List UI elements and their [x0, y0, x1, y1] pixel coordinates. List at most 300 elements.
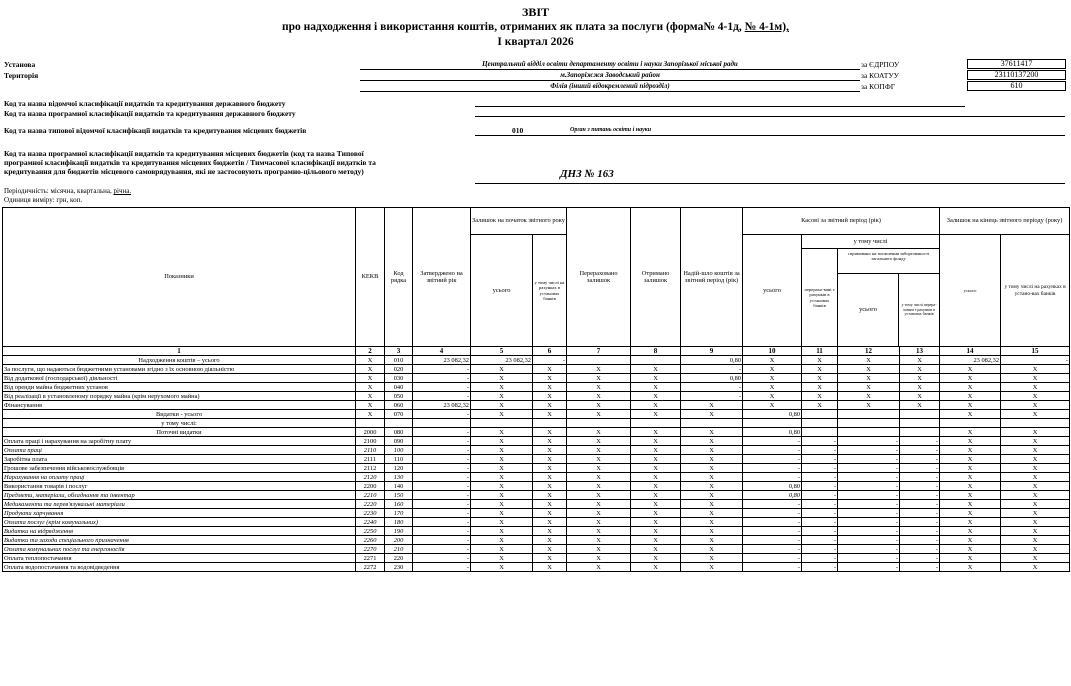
cell-kekv: 2260	[356, 536, 385, 545]
table-row	[3, 509, 1070, 518]
cell-c12: -	[838, 446, 900, 455]
cell-c5: X	[471, 365, 533, 374]
cell-c8: X	[631, 392, 681, 401]
cell-c13: X	[900, 356, 940, 365]
row-indicator: Фінансування	[3, 401, 356, 410]
cell-c11: -	[802, 482, 838, 491]
koatuu-code: 23110137200	[967, 70, 1066, 80]
cell-c14: X	[940, 401, 1001, 410]
cell-c14: X	[940, 554, 1001, 563]
cell-c11: -	[802, 491, 838, 500]
cell-c13: -	[900, 554, 940, 563]
cell-c10: X	[743, 383, 802, 392]
cell-c13	[900, 419, 940, 428]
periodicity-text: Періодичність: місячна, квартальна,	[4, 187, 114, 195]
cell-c12: -	[838, 473, 900, 482]
table-row	[3, 455, 1070, 464]
cell-c9: X	[681, 545, 743, 554]
row-indicator: Надходження коштів – усього	[3, 356, 356, 365]
cell-c11: -	[802, 446, 838, 455]
cell-c5: X	[471, 518, 533, 527]
cell-c8: X	[631, 455, 681, 464]
cell-code: 180	[385, 518, 413, 527]
report-subtitle	[0, 20, 1071, 35]
cell-code: 130	[385, 473, 413, 482]
column-number: 10	[743, 347, 802, 356]
cell-c6: X	[533, 491, 567, 500]
cell-c14: X	[940, 509, 1001, 518]
cell-c11: X	[802, 356, 838, 365]
column-number: 12	[838, 347, 900, 356]
cell-c15: X	[1001, 446, 1070, 455]
cell-c14: X	[940, 455, 1001, 464]
cell-kekv	[356, 419, 385, 428]
cell-c11: -	[802, 554, 838, 563]
cell-c15: X	[1001, 401, 1070, 410]
row-indicator: Видатки на відрядження	[3, 527, 356, 536]
cell-c6: X	[533, 509, 567, 518]
cell-c14: X	[940, 500, 1001, 509]
cell-c13	[900, 410, 940, 419]
header-debt-total: усього	[838, 274, 899, 346]
cell-c7: X	[567, 383, 631, 392]
report-title: ЗВІТ	[521, 5, 549, 19]
cell-c4: -	[413, 455, 471, 464]
cell-c13: X	[900, 401, 940, 410]
cell-c9: X	[681, 437, 743, 446]
cell-c5: X	[471, 410, 533, 419]
cell-c6: X	[533, 482, 567, 491]
cell-c11: X	[802, 401, 838, 410]
cell-kekv: X	[356, 392, 385, 401]
report-form-number: № 4-1м),	[744, 21, 789, 33]
cell-c15: -	[1001, 356, 1070, 365]
cell-code: 100	[385, 446, 413, 455]
header-approved: Затверджено на звітний рік	[413, 208, 471, 347]
cell-code: 070	[385, 410, 413, 419]
cell-c12: -	[838, 554, 900, 563]
cell-c7: X	[567, 500, 631, 509]
cell-c4: -	[413, 518, 471, 527]
cell-c6: X	[533, 527, 567, 536]
cell-c12: -	[838, 482, 900, 491]
cell-c6: X	[533, 437, 567, 446]
cell-c12: -	[838, 536, 900, 545]
cell-c4: -	[413, 365, 471, 374]
cell-c9: -	[681, 392, 743, 401]
cell-c6	[533, 419, 567, 428]
cell-c9: X	[681, 482, 743, 491]
row-indicator: Від реалізації в установленому порядку майна (крім нерухомого майна)	[3, 392, 356, 401]
cell-c14: X	[940, 365, 1001, 374]
table-row	[3, 545, 1070, 554]
row-indicator: Оплата водопостачання та водовідведення	[3, 563, 356, 572]
cell-c15: X	[1001, 509, 1070, 518]
cell-c12: -	[838, 563, 900, 572]
row-indicator: Видатки та заходи спеціального призначення	[3, 536, 356, 545]
cell-c9: X	[681, 518, 743, 527]
cell-kekv: X	[356, 410, 385, 419]
cell-c10: X	[743, 401, 802, 410]
cell-c9: 0,80	[681, 356, 743, 365]
column-number: 13	[900, 347, 940, 356]
cell-c10: -	[743, 554, 802, 563]
table-row	[3, 401, 1070, 410]
cell-c15: X	[1001, 554, 1070, 563]
cell-c15: X	[1001, 383, 1070, 392]
cell-c8: X	[631, 410, 681, 419]
cell-c4: -	[413, 509, 471, 518]
program-local-underline	[475, 183, 1065, 184]
cell-kekv: 2230	[356, 509, 385, 518]
cell-kekv: X	[356, 356, 385, 365]
cell-c11: -	[802, 455, 838, 464]
cell-c9: X	[681, 527, 743, 536]
cell-c11: -	[802, 563, 838, 572]
cell-c11: -	[802, 464, 838, 473]
territory-underline	[360, 80, 860, 81]
cell-c15: X	[1001, 536, 1070, 545]
cell-c14: X	[940, 482, 1001, 491]
cell-c11	[802, 428, 838, 437]
cell-c9: X	[681, 401, 743, 410]
cell-c9: -	[681, 383, 743, 392]
cell-c14: X	[940, 473, 1001, 482]
cell-c13: -	[900, 518, 940, 527]
cell-c10: 0,80	[743, 482, 802, 491]
branch-underline	[360, 91, 860, 92]
cell-c15: X	[1001, 491, 1070, 500]
koatuu-label: за КОАТУУ	[861, 71, 899, 80]
cell-c8: X	[631, 518, 681, 527]
column-number: 4	[413, 347, 471, 356]
cell-c7: X	[567, 518, 631, 527]
cell-c12: X	[838, 365, 900, 374]
table-row	[3, 491, 1070, 500]
cell-c7	[567, 356, 631, 365]
cell-c15: X	[1001, 527, 1070, 536]
column-number: 3	[385, 347, 413, 356]
cell-c8: X	[631, 545, 681, 554]
cell-kekv: 2111	[356, 455, 385, 464]
cell-c10: -	[743, 464, 802, 473]
cell-c5: 23 082,32	[471, 356, 533, 365]
cell-c13: -	[900, 473, 940, 482]
cell-c12: X	[838, 383, 900, 392]
cell-kekv: 2240	[356, 518, 385, 527]
cell-c4: -	[413, 473, 471, 482]
cell-c11: -	[802, 518, 838, 527]
header-debt-repay-label: спрямовано на погашення заборгованості загального фонду	[838, 249, 939, 274]
cell-c10: -	[743, 446, 802, 455]
cell-c7: X	[567, 455, 631, 464]
cell-kekv: 2000	[356, 428, 385, 437]
cell-c7: X	[567, 446, 631, 455]
cell-kekv: 2271	[356, 554, 385, 563]
program-local-label-2: програмної класифікації видатків та кредитування місцевих бюджетів / Тимчасової класифікації видатків та	[4, 158, 376, 167]
cell-c15: X	[1001, 428, 1070, 437]
cell-c9: -	[681, 365, 743, 374]
cell-c9: X	[681, 500, 743, 509]
cell-c5: X	[471, 428, 533, 437]
cell-kekv: 2272	[356, 563, 385, 572]
cell-c6: X	[533, 500, 567, 509]
cell-c5: X	[471, 563, 533, 572]
table-row	[3, 518, 1070, 527]
column-number: 1	[3, 347, 356, 356]
cell-c5: X	[471, 491, 533, 500]
cell-c12	[838, 419, 900, 428]
cell-c15: X	[1001, 518, 1070, 527]
cell-c9: X	[681, 455, 743, 464]
row-indicator: Оплата комунальних послуг та енергоносіїв	[3, 545, 356, 554]
cell-c13: -	[900, 545, 940, 554]
periodicity	[4, 187, 131, 196]
cell-c6: X	[533, 401, 567, 410]
table-row	[3, 365, 1070, 374]
cell-c10: -	[743, 518, 802, 527]
cell-c6: X	[533, 518, 567, 527]
header-transferred-banks: перерахо-вані з рахунків в установах банків	[802, 249, 838, 347]
cell-code: 190	[385, 527, 413, 536]
cell-c7: X	[567, 374, 631, 383]
cell-c11: -	[802, 500, 838, 509]
cell-c12: -	[838, 455, 900, 464]
cell-c5: X	[471, 455, 533, 464]
cell-c8	[631, 419, 681, 428]
cell-c11: -	[802, 437, 838, 446]
cell-c9: X	[681, 464, 743, 473]
periodicity-selected: річна.	[113, 187, 132, 195]
row-indicator: Оплата праці і нарахування на заробітну плату	[3, 437, 356, 446]
table-row	[3, 446, 1070, 455]
unit-of-measure: Одиниця виміру: грн, коп.	[4, 196, 83, 204]
table-row	[3, 563, 1070, 572]
cell-c13: -	[900, 437, 940, 446]
cell-c12: -	[838, 437, 900, 446]
cell-c14: X	[940, 464, 1001, 473]
cell-c10: X	[743, 392, 802, 401]
column-number: 2	[356, 347, 385, 356]
cell-c7: X	[567, 491, 631, 500]
header-balance-end: Залишок на кінець звітного періоду (року)	[940, 208, 1070, 235]
cell-c6: X	[533, 464, 567, 473]
header-kekv: КЕКВ	[356, 208, 385, 347]
cell-c9: X	[681, 410, 743, 419]
column-number: 9	[681, 347, 743, 356]
typical-class-code: 010	[512, 126, 524, 135]
cell-c10: -	[743, 536, 802, 545]
cell-c6: X	[533, 365, 567, 374]
cell-c12	[838, 428, 900, 437]
header-cash: Касові за звітний період (рік)	[743, 208, 940, 235]
program-class-label: Код та назва програмної класифікації видатків та кредитування державного бюджету	[4, 109, 296, 118]
row-indicator: Оплата послуг (крім комунальних)	[3, 518, 356, 527]
cell-code: 140	[385, 482, 413, 491]
cell-c8: X	[631, 536, 681, 545]
cell-c11: X	[802, 392, 838, 401]
cell-c6: X	[533, 554, 567, 563]
cell-c7: X	[567, 428, 631, 437]
cell-c9: X	[681, 446, 743, 455]
program-local-label-1: Код та назва програмної класифікації видатків та кредитування місцевих бюджетів (код та назва Типової	[4, 149, 364, 158]
cell-kekv: 2120	[356, 473, 385, 482]
cell-c4: -	[413, 563, 471, 572]
cell-c13	[900, 428, 940, 437]
row-indicator: Предмети, матеріали, обладнання та інвентар	[3, 491, 356, 500]
cell-c10: -	[743, 473, 802, 482]
cell-c8: X	[631, 482, 681, 491]
cell-code: 040	[385, 383, 413, 392]
cell-c12	[838, 410, 900, 419]
cell-code: 120	[385, 464, 413, 473]
cell-c8: X	[631, 527, 681, 536]
table-row	[3, 500, 1070, 509]
cell-c14: X	[940, 563, 1001, 572]
cell-c13: X	[900, 383, 940, 392]
report-table	[2, 207, 1070, 572]
cell-c8: X	[631, 509, 681, 518]
header-transferred: Перераховано залишок	[567, 208, 631, 347]
edrpou-code: 37611417	[967, 59, 1066, 69]
cell-c12: -	[838, 527, 900, 536]
cell-c12: X	[838, 356, 900, 365]
header-end-banks: у тому числі на рахунках в устано-вах банків	[1001, 235, 1070, 347]
cell-c4: -	[413, 482, 471, 491]
cell-c7: X	[567, 536, 631, 545]
column-numbers-row	[3, 347, 1070, 356]
table-header-row-1	[3, 208, 1070, 235]
cell-c9: X	[681, 491, 743, 500]
table-row	[3, 473, 1070, 482]
cell-c11: X	[802, 383, 838, 392]
cell-kekv: 2110	[356, 446, 385, 455]
cell-c5: X	[471, 392, 533, 401]
row-indicator: Грошове забезпечення військовослужбовців	[3, 464, 356, 473]
cell-c7: X	[567, 365, 631, 374]
cell-c8: X	[631, 446, 681, 455]
cell-c12: -	[838, 491, 900, 500]
cell-c7: X	[567, 464, 631, 473]
table-row	[3, 374, 1070, 383]
cell-c5	[471, 419, 533, 428]
cell-code: 050	[385, 392, 413, 401]
header-debt-subcols	[838, 274, 939, 346]
cell-c15: X	[1001, 464, 1070, 473]
cell-c12: X	[838, 401, 900, 410]
cell-c8: X	[631, 500, 681, 509]
cell-c13: -	[900, 527, 940, 536]
cell-c14: X	[940, 527, 1001, 536]
cell-c4: -	[413, 410, 471, 419]
cell-c12: -	[838, 545, 900, 554]
cell-c8: X	[631, 428, 681, 437]
column-number: 11	[802, 347, 838, 356]
header-balance-start: Залишок на початок звітного року	[471, 208, 567, 235]
cell-c5: X	[471, 401, 533, 410]
header-end-total: усього	[940, 235, 1001, 347]
header-start-banks: у тому числі на рахунках в установах банків	[533, 235, 567, 347]
cell-c15: X	[1001, 437, 1070, 446]
cell-c15: X	[1001, 473, 1070, 482]
cell-kekv: X	[356, 374, 385, 383]
cell-c11: X	[802, 365, 838, 374]
cell-c13: -	[900, 563, 940, 572]
row-indicator: Заробітна плата	[3, 455, 356, 464]
cell-c7: X	[567, 392, 631, 401]
cell-c14: X	[940, 446, 1001, 455]
cell-c15: X	[1001, 500, 1070, 509]
row-indicator: Видатки - усього	[3, 410, 356, 419]
cell-c9: X	[681, 473, 743, 482]
cell-c14: 23 082,32	[940, 356, 1001, 365]
cell-c8: X	[631, 365, 681, 374]
cell-code: 090	[385, 437, 413, 446]
cell-c7: X	[567, 554, 631, 563]
cell-code: 080	[385, 428, 413, 437]
cell-code	[385, 419, 413, 428]
cell-c10: 0,80	[743, 428, 802, 437]
branch-value: Філія (інший відокремлений підрозділ)	[550, 82, 670, 90]
row-indicator: Оплата теплопостачання	[3, 554, 356, 563]
cell-c4: -	[413, 491, 471, 500]
cell-c6: X	[533, 374, 567, 383]
cell-code: 230	[385, 563, 413, 572]
cell-c11: -	[802, 473, 838, 482]
table-row	[3, 356, 1070, 365]
header-incoming: Надій-шло коштів за звітний період (рік)	[681, 208, 743, 347]
territory-value: м.Запоріжжя Заводський район	[560, 71, 660, 79]
cell-c5: X	[471, 437, 533, 446]
row-indicator: Оплата праці	[3, 446, 356, 455]
cell-code: 110	[385, 455, 413, 464]
cell-c8: X	[631, 563, 681, 572]
cell-c4: 23 082,32	[413, 401, 471, 410]
cell-c10: -	[743, 545, 802, 554]
cell-code: 160	[385, 500, 413, 509]
row-indicator: Медикаменти та перев'язувальні матеріали	[3, 500, 356, 509]
column-number: 7	[567, 347, 631, 356]
cell-c8: X	[631, 554, 681, 563]
cell-c5: X	[471, 554, 533, 563]
row-indicator: Поточні видатки	[3, 428, 356, 437]
cell-c13: -	[900, 455, 940, 464]
cell-c4: -	[413, 437, 471, 446]
cell-c6: X	[533, 563, 567, 572]
cell-c7: X	[567, 509, 631, 518]
cell-c15: X	[1001, 545, 1070, 554]
cell-c14: X	[940, 437, 1001, 446]
cell-c5: X	[471, 527, 533, 536]
table-row	[3, 383, 1070, 392]
cell-code: 210	[385, 545, 413, 554]
institution-value: Центральний відділ освіти департаменту освіти і науки Запорізької міської ради	[482, 60, 738, 68]
cell-kekv: X	[356, 365, 385, 374]
cell-c9: X	[681, 509, 743, 518]
cell-c4	[413, 419, 471, 428]
cell-c5: X	[471, 464, 533, 473]
cell-c5: X	[471, 545, 533, 554]
cell-c8: X	[631, 401, 681, 410]
cell-c4: -	[413, 554, 471, 563]
column-number: 14	[940, 347, 1001, 356]
cell-c14: X	[940, 491, 1001, 500]
cell-c13: X	[900, 365, 940, 374]
header-start-total: усього	[471, 235, 533, 347]
cell-c11: -	[802, 527, 838, 536]
territory-label: Територія	[4, 71, 39, 80]
cell-c10: X	[743, 374, 802, 383]
